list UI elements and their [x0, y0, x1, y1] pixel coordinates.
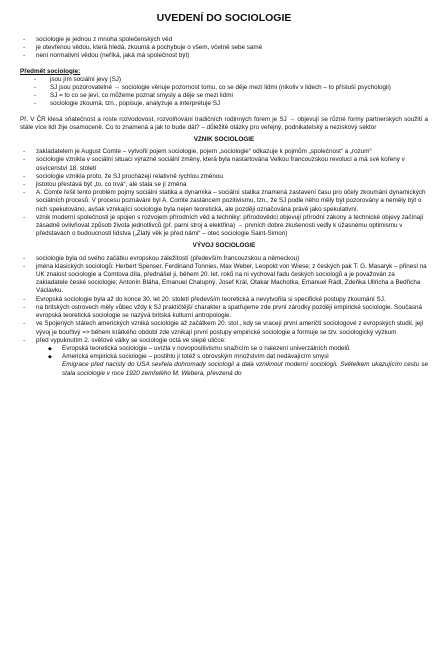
origin-list	[20, 148, 428, 238]
list-item: - sociologie zkoumá, tzn., popisuje, analyzuje a interpretuje SJ	[20, 100, 428, 108]
intro-list	[20, 36, 428, 61]
list-item: - SJ jsou pozorovatelné → sociologie věnuje pozornost tomu, co se děje mezi lidmi (nikoliv v lidech – to přísluší psychologii)	[20, 84, 428, 92]
document-title: UVEDENÍ DO SOCIOLOGIE	[156, 12, 292, 24]
list-item: - není normativní vědou (neříká, jaká má společnost být)	[20, 52, 428, 60]
development-heading: VÝVOJ SOCIOLOGIE	[192, 242, 256, 250]
list-item: - sociologie vznikla proto, že SJ procházejí relativně rychlou změnou	[20, 173, 428, 181]
list-item: - Evropská sociologie byla až do konce 30. let 20. století především teoretická a nevytvořila si specifické postupy zkoumání SJ.	[20, 296, 428, 304]
development-list	[20, 255, 428, 345]
closing-paragraph: Emigrace před nacisty do USA sevřela dohromady sociologii a dala vzniknout moderní sociologii. Světelkem ukazujícím cestu se stala sociologie v roce 1920 zemřelého M. Webera, převzená do	[62, 361, 428, 377]
list-item: - na britských ostrovech měly vůbec vždy k SJ praktičtější charakter a spatřujeme zde první zárodky později empirické sociologie. Současná evropská teoretická sociologie se nazývá britská kulturní antropologie.	[20, 304, 428, 320]
list-item: - jistotou přestává být „to, co trvá“, ale stala se jí změna	[20, 181, 428, 189]
subject-list	[20, 76, 428, 109]
list-item: - jsou jím sociální jevy (SJ)	[20, 76, 428, 84]
subject-heading: Předmět sociologie:	[20, 67, 81, 75]
list-item: - A. Comte řešil tento problém pojmy sociální statika a dynamika – sociální statika znamená zastavení času pro účely zkoumání dynamických sociálních procesů. V procesu poznávání byl A. Comte zastáncem pozitivismu, tzn., že SJ podle něho měly být pozorovány a neměly být o nich spekulováno, avšak vznikající sociologie byla nejen teoretická, ale později označována právě jako spekulativní.	[20, 189, 428, 214]
list-item: - ve Spojených státech amerických vzniká sociologie až začátkem 20. stol., kdy se vracejí první američtí sociologové z evropských studií, její vývoj je bouřlivý => během krátkého období zde vznikají první postupy empirické sociologie a formuje se tzv. sociologický výzkum	[20, 320, 428, 336]
list-item: - vznik moderní společnosti je spojen s rozvojem přírodních věd a techniky: přírodovědci objevují přírodní zákony a technické objevy začínají zásadně ovlivňovat způsob života jednotlivců (př. parní stroj a elektřina) → prvních dobre zkušenosti vedly k úžasnému optimismu v představách o budoucnosti lidstva („Zlatý věk je před námi“ – otec sociologie Saint-Simon)	[20, 214, 428, 239]
development-sublist	[20, 345, 428, 361]
list-item: - sociologie byla od svého začátku evropskou záležitostí (především francouzskou a německou)	[20, 255, 428, 263]
list-item: - je otevřenou vědou, která hledá, zkoumá a pochybuje o všem, včetně sebe samé	[20, 44, 428, 52]
list-item: ◆ Evropská teoretická sociologie – uvízla v novopositivismu snažícím se o nalezení univerzálních modelů	[48, 345, 428, 353]
list-item: - jména klasických sociologů: Herbert Spenser, Ferdinand Tonnies, Max Weber, Leopold von Wiese; z českých pak T. G. Masaryk – přinesl na UK znalost sociologie a Comtova díla, přednášel ji, během 20. let. roků na ni vychoval řadu českých sociologů a je považován za zakladatele české sociologie; Antonín Bláha, Emanuel Chalupný, Josef Král, Otakar Machotka, Emanuel Rádl, Zdeňka Ullricha a Bedřicha Václavku.	[20, 263, 428, 296]
list-item: ◆ Americká empirická sociologie – postihlo ji totéž s obrovským množstvím dat nedávajícím smysl	[48, 353, 428, 361]
list-item: - zakladatelem je August Comte – vytvořil pojem sociologie, pojem „sociologie“ odkazuje k pojmům „společnost“ a „rozum“	[20, 148, 428, 156]
example-paragraph: Př. V ČR klesá sňatečnost a roste rozvodovost, rozvolňování tradičních rodinných forem je SJ → objevují se různé formy partnerských soužití a stále více lidí žije osamoceně. Co to znamená a jak to bude dál? – důležité otázky pro veřejný, podnikatelský a neziskový sektor	[20, 115, 428, 131]
list-item: - sociologie vznikla v sociální situaci výrazné sociální změny, která byla nastartována Velkou francouzskou revolucí a má své kořeny v osvícenství 18. století	[20, 156, 428, 172]
list-item: - před vypuknutím 2. světové války se sociologie octá ve slepé uličce:	[20, 337, 428, 345]
origin-heading: VZNIK SOCIOLOGIE	[193, 136, 255, 144]
list-item: - SJ = to co se jeví, co můžeme poznat smysly a děje se mezi lidmi	[20, 92, 428, 100]
list-item: - sociologie je jednou z mnoha společenských věd	[20, 36, 428, 44]
